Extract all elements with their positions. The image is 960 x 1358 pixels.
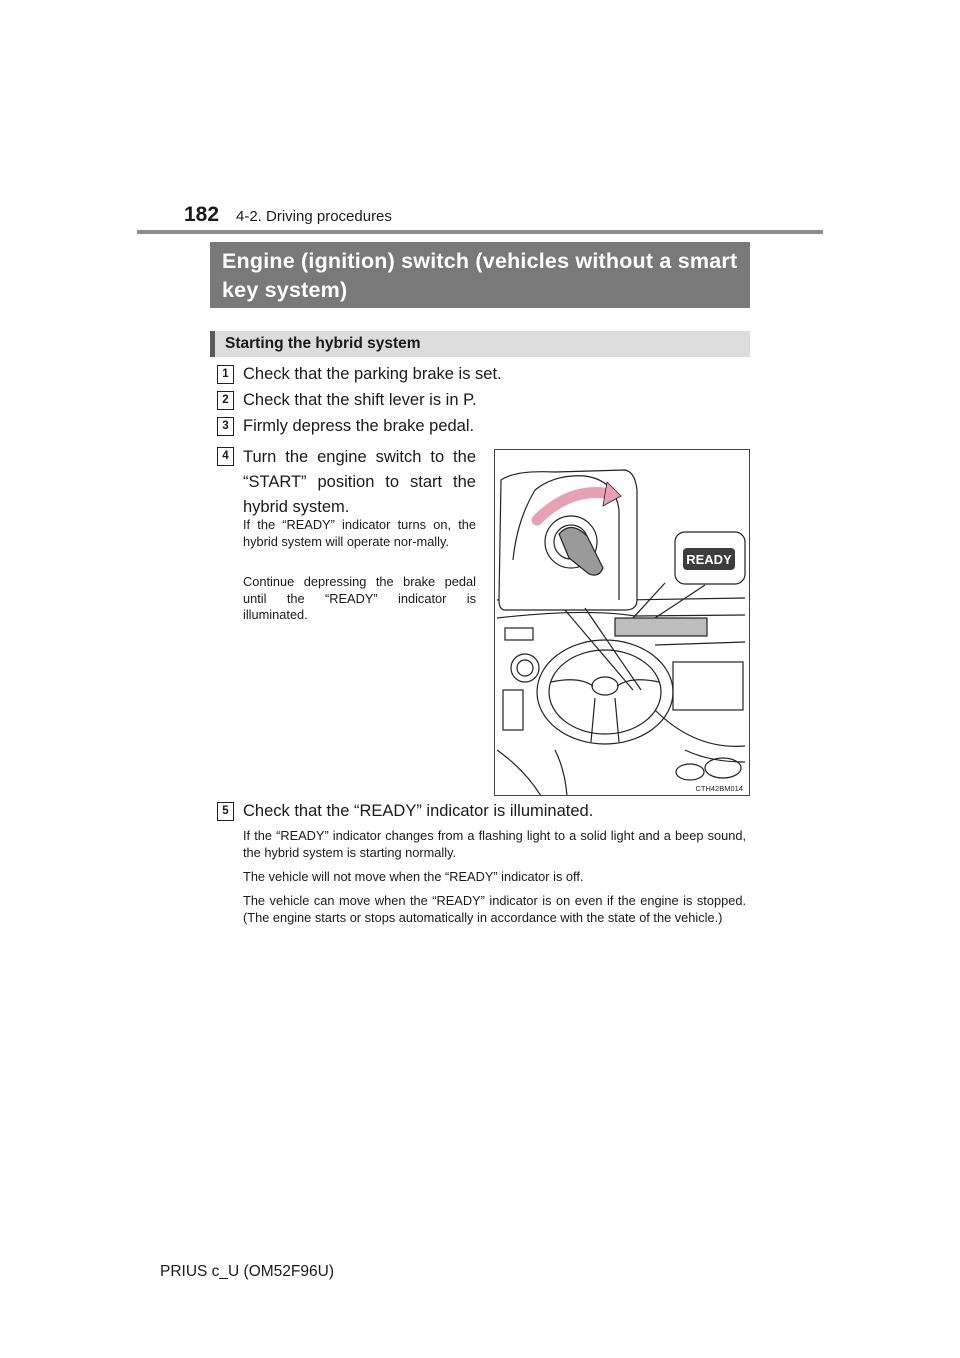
step-number-2: 2 xyxy=(217,391,234,410)
step-2-text: Check that the shift lever is in P. xyxy=(243,391,477,409)
step-4-note-1: If the “READY” indicator turns on, the hybrid system will operate nor-mally. xyxy=(243,517,476,549)
figure-code: CTH42BM014 xyxy=(695,784,743,793)
manual-footer: PRIUS c_U (OM52F96U) xyxy=(160,1263,334,1280)
step-5-note-2: The vehicle will not move when the “READY” indicator is off. xyxy=(243,869,584,884)
step-5-note-3: The vehicle can move when the “READY” indicator is on even if the engine is stopped. (The engine starts or stops automatically in accordance with the state of the vehicle.) xyxy=(243,893,746,925)
section-label: 4-2. Driving procedures xyxy=(236,208,392,225)
step-4-note-2: Continue depressing the brake pedal until the “READY” indicator is illuminated. xyxy=(243,574,476,622)
ready-indicator-label: READY xyxy=(686,552,732,567)
step-number-4: 4 xyxy=(217,447,234,466)
step-5-text: Check that the “READY” indicator is illuminated. xyxy=(243,802,594,820)
page-number: 182 xyxy=(184,203,220,226)
ignition-switch-illustration xyxy=(494,449,750,796)
page-title: Engine (ignition) switch (vehicles without a smart key system) xyxy=(210,242,750,308)
step-4-text: Turn the engine switch to the “START” position to start the hybrid system. xyxy=(243,448,476,516)
step-number-5: 5 xyxy=(217,802,234,821)
step-number-1: 1 xyxy=(217,365,234,384)
dashboard-drawing xyxy=(495,450,750,796)
header-rule xyxy=(137,230,823,234)
step-number-3: 3 xyxy=(217,417,234,436)
step-5-note-1: If the “READY” indicator changes from a flashing light to a solid light and a beep sound, the hybrid system is starting normally. xyxy=(243,828,746,860)
step-1-text: Check that the parking brake is set. xyxy=(243,365,502,383)
subsection-heading: Starting the hybrid system xyxy=(210,331,750,357)
step-3-text: Firmly depress the brake pedal. xyxy=(243,417,475,435)
